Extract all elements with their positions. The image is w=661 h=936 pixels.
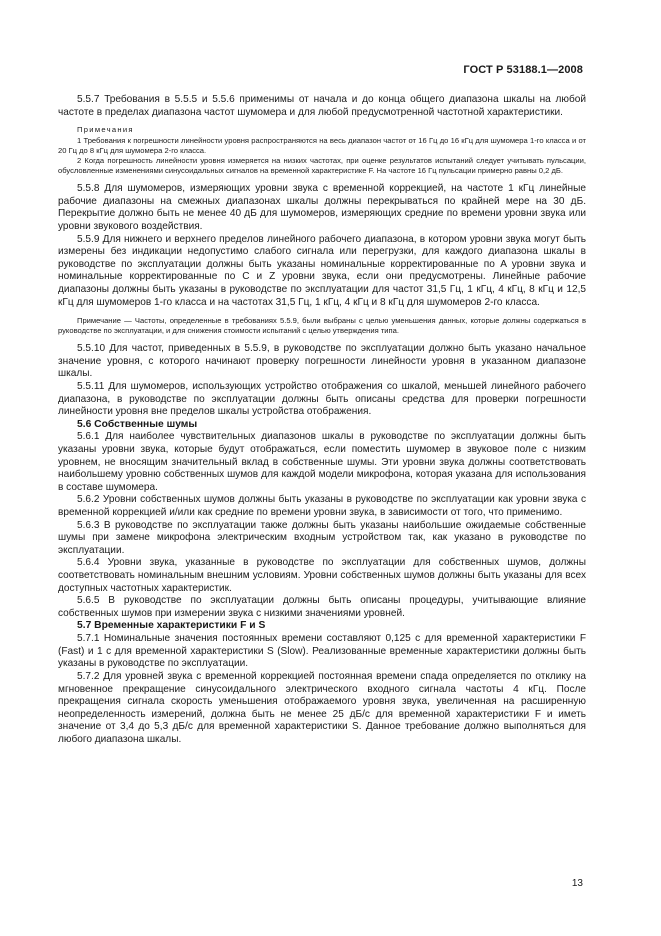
paragraph-5-5-9: 5.5.9 Для нижнего и верхнего пределов линейного рабочего диапазона, в котором уровни звука могут быть измерены без индикации недопустимо слабого сигнала или перегрузки, для каждого диапазона шкалы в руководстве по эксплуатации должны быть указаны номинальные корректированные по A уровни звука и номинальные корректированные по C и Z уровни звука, если они предусмотрены. Линейные рабочие диапазоны должны быть указаны в руководстве по эксплуатации для частот 31,5 Гц, 1 кГц, 4 кГц, 8 кГц и 12,5 кГц для шумомеров 1-го класса и на частотах 31,5 Гц, 1 кГц, 4 кГц и 8 кГц для шумомеров 2-го класса. bbox=[58, 233, 586, 308]
note-5-5-9 bbox=[58, 316, 586, 336]
paragraph-5-5-7: 5.5.7 Требования в 5.5.5 и 5.5.6 применимы от начала и до конца общего диапазона шкалы на любой частоте в пределах диапазона частот шумомера и для любой предусмотренной частотной характеристики. bbox=[58, 94, 586, 118]
page-body bbox=[58, 94, 586, 747]
notes-title: Примечания bbox=[77, 125, 134, 135]
paragraph-5-6-3: 5.6.3 В руководстве по эксплуатации также должны быть указаны наибольшие ожидаемые собственные шумы при замене микрофона электрическим входным устройством так, как указано в руководстве по эксплуатации. bbox=[58, 519, 586, 556]
paragraph-5-5-8: 5.5.8 Для шумомеров, измеряющих уровни звука с временной коррекцией, на частоте 1 кГц линейные рабочие диапазоны на смежных диапазонах шкалы должны перекрываться по крайней мере на 30 дБ. Перекрытие должно быть не менее 40 дБ для шумомеров, измеряющих средние по времени уровни звука или уровни звукового воздействия. bbox=[58, 183, 586, 232]
paragraph-5-7-1: 5.7.1 Номинальные значения постоянных времени составляют 0,125 с для временной характеристики F (Fast) и 1 с для временной характеристики S (Slow). Реализованные временные характеристики должны быть указаны в руководстве по эксплуатации. bbox=[58, 633, 586, 670]
section-heading-5-6: 5.6 Собственные шумы bbox=[77, 418, 198, 430]
note-label: Примечание bbox=[77, 316, 121, 326]
page-number: 13 bbox=[571, 878, 583, 889]
note-item-2: 2 Когда погрешность линейности уровня измеряется на низких частотах, при оценке результатов испытаний следует учитывать пульсации, обусловленные изменениями синусоидальных сигналов на временной характеристике F. На частоте 16 Гц пульсации примерно равны 0,2 дБ. bbox=[58, 156, 586, 176]
notes-block bbox=[58, 125, 586, 176]
paragraph-5-6-2: 5.6.2 Уровни собственных шумов должны быть указаны в руководстве по эксплуатации как уровни звука с временной коррекцией и/или как средние по времени уровни звука, в зависимости от того, что применимо. bbox=[58, 494, 586, 519]
paragraph-5-5-11: 5.5.11 Для шумомеров, использующих устройство отображения со шкалой, меньшей линейного рабочего диапазона, в руководстве по эксплуатации должны быть описаны средства для проверки погрешности линейности уровня вне пределов шкалы устройства отображения. bbox=[58, 380, 586, 418]
section-heading-5-7: 5.7 Временные характеристики F и S bbox=[77, 620, 266, 632]
paragraph-5-5-10: 5.5.10 Для частот, приведенных в 5.5.9, в руководстве по эксплуатации должно быть указано начальное значение уровня, с которого начинают проверку погрешности линейности уровня в указанном диапазоне шкалы. bbox=[58, 343, 586, 380]
paragraph-5-7-2: 5.7.2 Для уровней звука с временной коррекцией постоянная времени спада определяется по отклику на мгновенное прекращение синусоидального электрического входного сигнала частоты 4 кГц. После прекращения сигнала скорость уменьшения отображаемого уровня звука, увеличенная на расширенную неопределенность измерений, должна быть не менее 25 дБ/с для временной характеристики F и иметь значение от 3,4 до 5,3 дБ/с для временной характеристики S. Данное требование должно выполняться для любого диапазона шкалы. bbox=[58, 670, 586, 745]
paragraph-5-6-4: 5.6.4 Уровни звука, указанные в руководстве по эксплуатации для собственных шумов, должны соответствовать номинальным внешним условиям. Уровни собственных шумов должны быть указаны для всех доступных частотных характеристик. bbox=[58, 557, 586, 594]
note-item-1: 1 Требования к погрешности линейности уровня распространяются на весь диапазон частот от 16 Гц до 16 кГц для шумомера 1-го класса и от 20 Гц до 8 кГц для шумомера 2-го класса. bbox=[58, 136, 586, 156]
note-body: — Частоты, определенные в требованиях 5.5.9, были выбраны с целью уменьшения данных, которые должны содержаться в руководстве по эксплуатации, и для снижения стоимости испытаний с целью утверждения типа. bbox=[58, 316, 586, 336]
paragraph-5-6-1: 5.6.1 Для наиболее чувствительных диапазонов шкалы в руководстве по эксплуатации должны быть указаны уровни звука, которые будут отображаться, если поместить шумомер в звуковое поле с низким уровнем, не вносящим значительный вклад в собственные шумы. Эти уровни звука должны соответствовать наибольшему уровню собственных шумов для каждой модели микрофона, которая указана для использования в составе шумомера. bbox=[58, 431, 586, 493]
paragraph-5-6-5: 5.6.5 В руководстве по эксплуатации должны быть описаны процедуры, учитывающие влияние собственных шумов при измерении звука с низкими значениями уровней. bbox=[58, 595, 586, 619]
document-id: ГОСТ Р 53188.1—2008 bbox=[463, 64, 583, 76]
note-5-5-9-text bbox=[58, 316, 586, 336]
